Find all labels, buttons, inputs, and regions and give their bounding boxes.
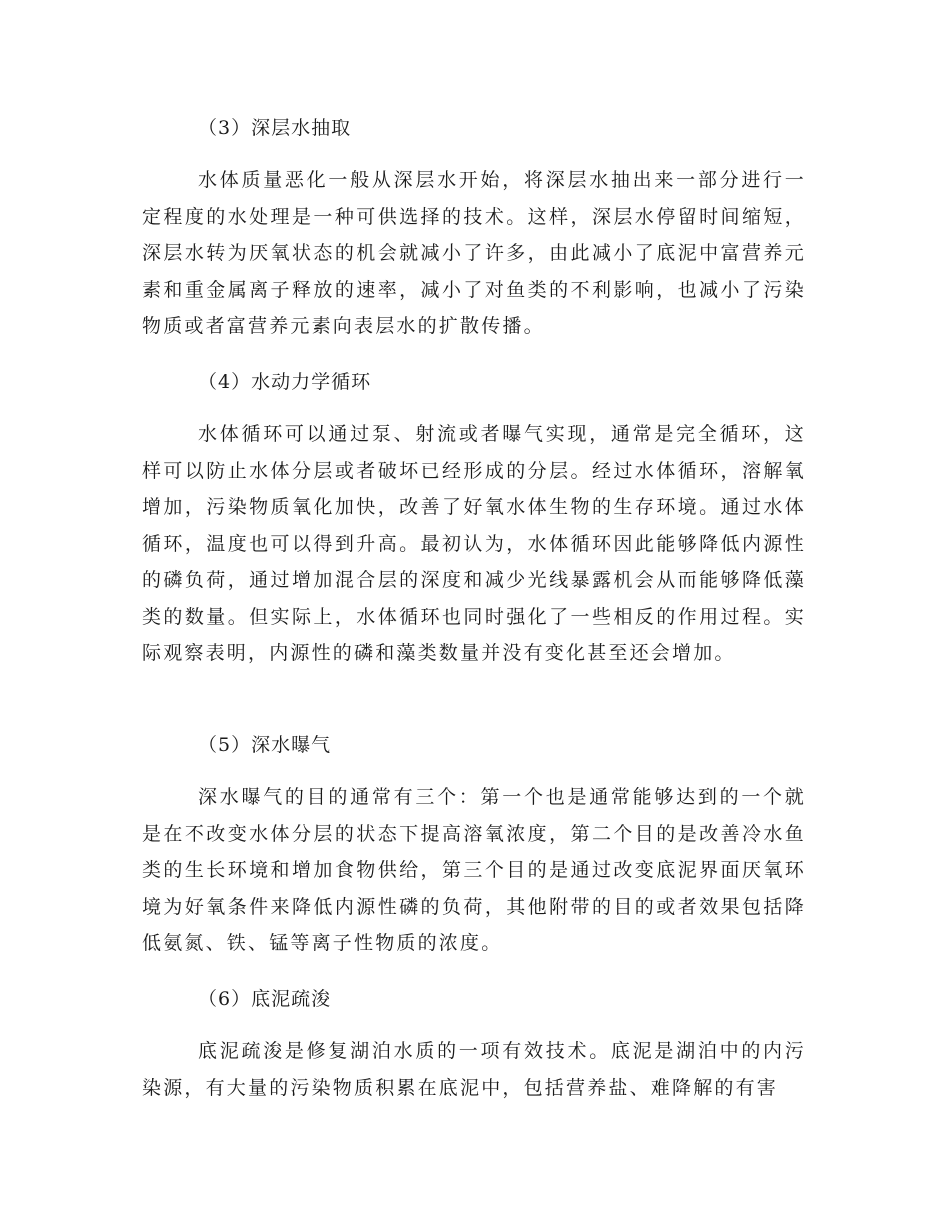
section-body-4: 水体循环可以通过泵、射流或者曝气实现，通常是完全循环，这样可以防止水体分层或者破坏已经形成的分层。经过水体循环，溶解氧增加，污染物质氧化加快，改善了好氧水体生物的生存环境。通过水体循环，温度也可以得到升高。最初认为，水体循环因此能够降低内源性的磷负荷，通过增加混合层的深度和减少光线暴露机会从而能够降低藻类的数量。但实际上，水体循环也同时强化了一些相反的作用过程。实际观察表明，内源性的磷和藻类数量并没有变化甚至还会增加。 (142, 423, 806, 664)
section-heading-4: （4）水动力学循环 (198, 371, 372, 393)
section-heading-5: （5）深水曝气 (198, 734, 332, 756)
section-body-5: 深水曝气的目的通常有三个：第一个也是通常能够达到的一个就是在不改变水体分层的状态下提高溶氧浓度，第二个目的是改善冷水鱼类的生长环境和增加食物供给，第三个目的是通过改变底泥界面厌氧环境为好氧条件来降低内源性磷的负荷，其他附带的目的或者效果包括降低氨氮、铁、锰等离子性物质的浓度。 (142, 786, 806, 954)
section-body-6: 底泥疏浚是修复湖泊水质的一项有效技术。底泥是湖泊中的内污染源，有大量的污染物质积累在底泥中，包括营养盐、难降解的有害 (142, 1040, 806, 1099)
section-heading-3: （3）深层水抽取 (198, 117, 352, 139)
section-heading-6: （6）底泥疏浚 (198, 988, 332, 1010)
section-body-3: 水体质量恶化一般从深层水开始，将深层水抽出来一部分进行一定程度的水处理是一种可供选择的技术。这样，深层水停留时间缩短，深层水转为厌氧状态的机会就减小了许多，由此减小了底泥中富营养元素和重金属离子释放的速率，减小了对鱼类的不利影响，也减小了污染物质或者富营养元素向表层水的扩散传播。 (142, 169, 806, 337)
